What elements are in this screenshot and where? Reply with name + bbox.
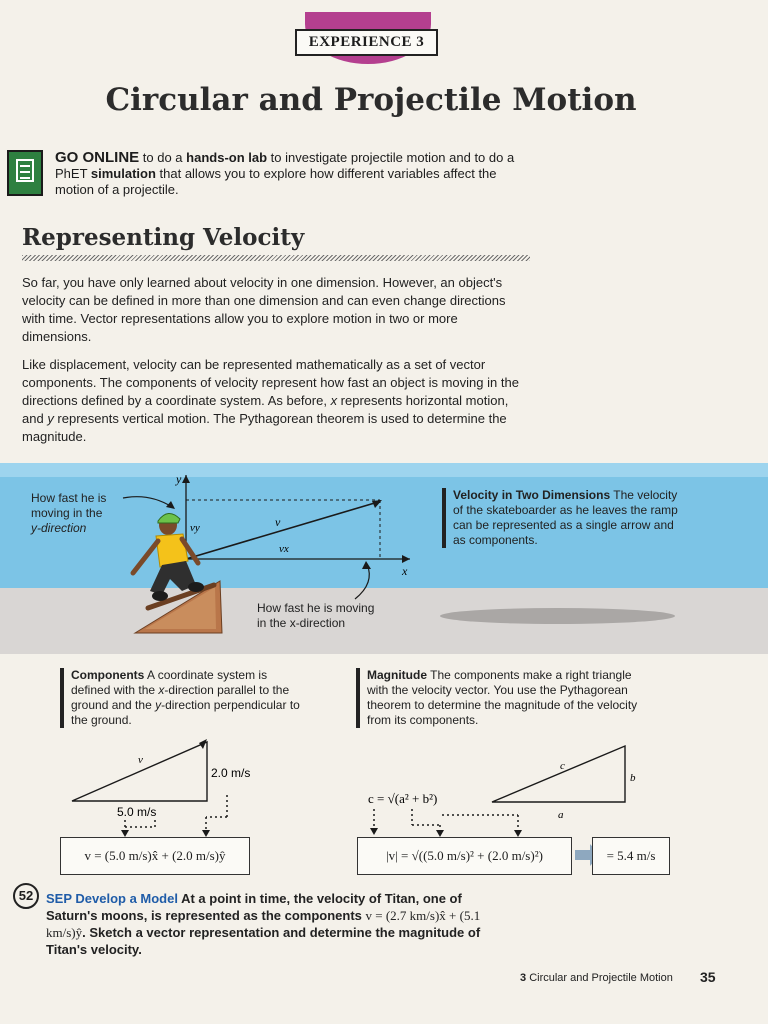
side-c-label: c	[560, 760, 565, 772]
question-number: 52	[13, 883, 39, 909]
vx-value: 5.0 m/s	[117, 805, 157, 819]
velocity-callout: Velocity in Two Dimensions The velocity of the skateboarder as he leaves the ramp can be represented as a single arrow and as components.	[442, 488, 682, 548]
section-heading: Representing Velocity	[22, 224, 305, 251]
sep-label: SEP Develop a Model	[46, 891, 178, 906]
footer-chapter: 3 Circular and Projectile Motion	[520, 972, 673, 984]
simulation-link[interactable]: simulation	[90, 166, 156, 181]
go-online-label[interactable]: GO ONLINE	[55, 149, 140, 166]
magnitude-equation: |v| = √((5.0 m/s)² + (2.0 m/s)²)	[357, 837, 572, 875]
paragraph-2: Like displacement, velocity can be represented mathematically as a set of vector components. The components of velocity represent how fast an object is moving in the directions defined by a coordinate system. As before, x represents horizontal motion, and y represents vertical motion. The Pythagorean theorem is used to determine the magnitude.	[22, 357, 519, 444]
vector-v-label: v	[275, 515, 281, 529]
heading-rule	[22, 255, 530, 261]
x-direction-label: How fast he is moving in the x-direction	[257, 601, 375, 630]
paragraph-1: So far, you have only learned about velocity in one dimension. However, an object's velocity can be defined in more than one dimension and can even change directions with time. Vector representations allow you to explore motion in two or more dimensions.	[22, 275, 506, 344]
axis-y-label: y	[176, 472, 182, 486]
components-equation: v = (5.0 m/s)x̂ + (2.0 m/s)ŷ	[60, 837, 250, 875]
magnitude-callout: Magnitude The components make a right triangle with the velocity vector. You use the Pythagorean theorem to determine the magnitude of the velocity from its components.	[356, 668, 656, 728]
hands-on-lab-link[interactable]: hands-on lab	[186, 150, 268, 165]
vy-value: 2.0 m/s	[211, 766, 251, 780]
go-online-text: GO ONLINE to do a hands-on lab to investigate projectile motion and to do a PhET simulation that allows you to explore how different variables affect the motion of a projectile.	[55, 149, 515, 197]
axis-x-label: x	[402, 564, 408, 578]
components-callout: Components A coordinate system is defined with the x-direction parallel to the ground and the y-direction perpendicular to the ground.	[60, 668, 305, 728]
page-number: 35	[700, 969, 716, 985]
vector-vy-label: vy	[190, 522, 200, 534]
document-icon[interactable]	[7, 150, 43, 196]
vector-vx-label: vx	[279, 543, 289, 555]
magnitude-result: = 5.4 m/s	[592, 837, 670, 875]
pythagorean-formula: c = √(a² + b²)	[368, 791, 438, 806]
y-direction-label: How fast he is moving in the y-direction	[31, 491, 107, 535]
page-title: Circular and Projectile Motion	[105, 82, 637, 118]
components-v-label: v	[138, 754, 143, 766]
question-text: SEP Develop a Model At a point in time, the velocity of Titan, one of Saturn's moons, is represented as the components v = (2.7 km/s)x̂ + (5.1 km/s)ŷ. Sketch a vector representation and determine the magnitude of Titan's velocity.	[46, 891, 481, 957]
experience-label: EXPERIENCE 3	[295, 29, 438, 56]
side-a-label: a	[558, 809, 564, 821]
side-b-label: b	[630, 772, 636, 784]
